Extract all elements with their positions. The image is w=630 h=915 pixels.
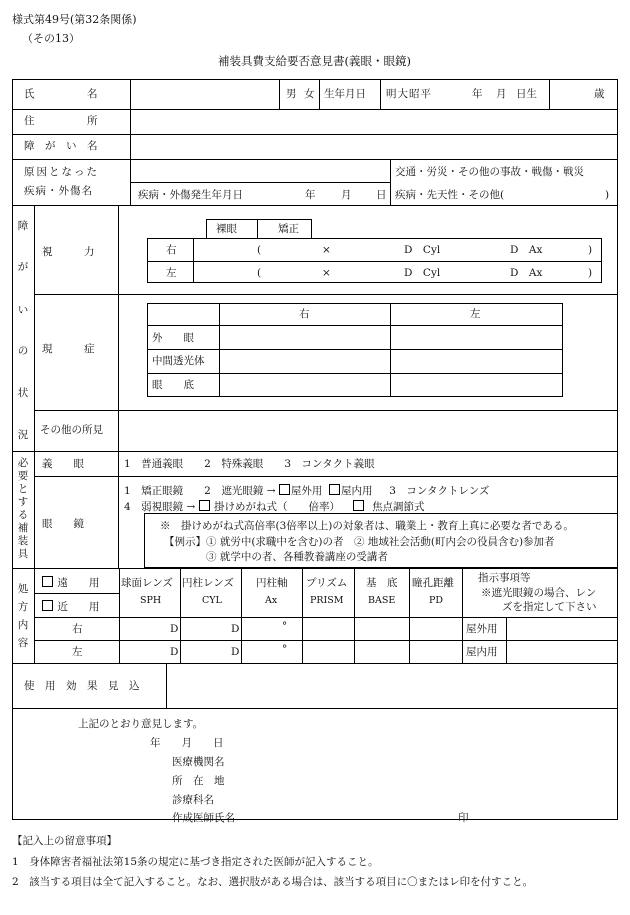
symptom-label: 現 症 bbox=[42, 343, 95, 355]
distance-checkbox[interactable] bbox=[42, 576, 53, 587]
glasses-type-text: 1 矯正眼鏡 2 遮光眼鏡 → bbox=[124, 485, 276, 497]
vision-left-ax: D Ax bbox=[510, 267, 543, 279]
media-left-field[interactable] bbox=[391, 350, 562, 373]
rx-right-ax-unit: ° bbox=[282, 620, 288, 632]
doctor-label: 作成医師氏名 bbox=[172, 812, 235, 824]
media-right-field[interactable] bbox=[220, 350, 389, 373]
form-title: 補装具費支給要否意見書(義眼・眼鏡) bbox=[218, 54, 411, 68]
glasses-options-line1[interactable] bbox=[124, 484, 489, 497]
cause-options-accident[interactable]: 交通・労災・その他の事故・戦傷・戦災 bbox=[395, 166, 584, 178]
institution-label: 医療機関名 bbox=[172, 756, 225, 768]
indoor-checkbox[interactable] bbox=[329, 484, 340, 495]
rx-right-sph-unit: D bbox=[170, 623, 179, 635]
vision-left-field[interactable] bbox=[194, 262, 601, 283]
prosthetic-eye-label: 義 眼 bbox=[42, 458, 84, 470]
gender-female[interactable]: 女 bbox=[304, 88, 315, 100]
symptom-right-header: 右 bbox=[299, 308, 310, 320]
status-side-4: の bbox=[17, 345, 29, 357]
required-side-8: 具 bbox=[17, 548, 29, 560]
glasses-label: 眼 鏡 bbox=[42, 518, 84, 530]
disability-field[interactable] bbox=[131, 135, 617, 159]
disability-label: 障 が い 名 bbox=[24, 140, 98, 152]
rx-left-label: 左 bbox=[72, 646, 83, 658]
pd-header: 瞳孔距離 bbox=[412, 577, 454, 589]
rx-right-cyl-unit: D bbox=[231, 623, 240, 635]
rx-right-label: 右 bbox=[72, 623, 83, 635]
corrected-label: 矯正 bbox=[278, 223, 299, 235]
dob-year: 年 bbox=[472, 88, 483, 100]
fundus-label: 眼 底 bbox=[152, 379, 194, 391]
vision-left-label: 左 bbox=[166, 267, 177, 279]
effect-label: 使 用 効 果 見 込 bbox=[24, 680, 140, 692]
media-label: 中間透光体 bbox=[152, 355, 205, 367]
sph-subheader: SPH bbox=[140, 595, 162, 606]
required-side-4: す bbox=[17, 496, 29, 508]
effect-field[interactable] bbox=[167, 664, 617, 708]
rx-outdoor-label: 屋外用 bbox=[466, 623, 498, 635]
indoor-label: 屋内用 bbox=[341, 485, 373, 497]
department-label: 診療科名 bbox=[172, 794, 214, 806]
vision-right-cyl: D Cyl bbox=[404, 244, 441, 256]
hang-type-label: 掛けめがね式（ 倍率） bbox=[214, 501, 341, 513]
instructions-note-2: ズを指定して下さい bbox=[502, 601, 597, 613]
vision-left-close: ) bbox=[588, 267, 593, 279]
glasses-note-2: 【例示】① 就労中(求職中を含む)の者 ② 地域社会活動(町内会の役員含む)参加者 bbox=[164, 536, 555, 548]
ax-header: 円柱軸 bbox=[256, 577, 288, 589]
vision-left-cyl: D Cyl bbox=[404, 267, 441, 279]
statement: 上記のとおり意見します。 bbox=[78, 718, 204, 730]
status-side-1: 障 bbox=[17, 220, 29, 232]
vision-right-times: × bbox=[322, 244, 331, 256]
outdoor-checkbox[interactable] bbox=[279, 484, 290, 495]
era-options[interactable]: 明大昭平 bbox=[386, 88, 432, 100]
rx-left-cyl-unit: D bbox=[231, 646, 240, 658]
low-vision-text: 4 弱視眼鏡 → bbox=[124, 501, 196, 513]
status-side-5: 状 bbox=[17, 387, 29, 399]
vision-left-open: ( bbox=[257, 267, 262, 279]
vision-right-close: ) bbox=[588, 244, 593, 256]
hang-type-checkbox[interactable] bbox=[199, 500, 210, 511]
prescription-side-4: 容 bbox=[17, 637, 29, 649]
prescription-side-1: 処 bbox=[17, 583, 29, 595]
required-side-5: る bbox=[17, 509, 29, 521]
focus-label: 焦点調節式 bbox=[372, 501, 425, 513]
outer-eye-label: 外 眼 bbox=[152, 332, 194, 344]
onset-year: 年 bbox=[305, 189, 316, 201]
required-side-7: 装 bbox=[17, 535, 29, 547]
notes-item-2: 2 該当する項目は全て記入すること。なお、選択肢がある場合は、該当する項目に〇またはレ印を付すこと。 bbox=[12, 876, 534, 888]
prism-header: プリズム bbox=[306, 577, 348, 589]
distance-label: 遠 用 bbox=[57, 577, 100, 589]
notes-title: 【記入上の留意事項】 bbox=[12, 835, 117, 847]
near-option[interactable] bbox=[42, 600, 99, 613]
glasses-note-1: ※ 掛けめがね式高倍率(3倍率以上)の対象者は、職業上・教育上真に必要な者である。 bbox=[160, 520, 574, 532]
vision-left-times: × bbox=[322, 267, 331, 279]
seal-mark: 印 bbox=[458, 812, 469, 824]
address-label: 住 所 bbox=[24, 115, 98, 127]
address-field[interactable] bbox=[131, 110, 617, 134]
vision-right-open: ( bbox=[257, 244, 262, 256]
outer-eye-left-field[interactable] bbox=[391, 326, 562, 349]
glasses-note-3: ③ 就学中の者、各種教養講座の受講者 bbox=[206, 551, 388, 563]
rx-indoor-label: 屋内用 bbox=[466, 646, 498, 658]
form-sub-number: （その13） bbox=[22, 32, 80, 45]
dob-day: 日生 bbox=[516, 88, 537, 100]
location-label: 所 在 地 bbox=[172, 775, 225, 787]
status-side-3: い bbox=[17, 304, 29, 316]
focus-checkbox[interactable] bbox=[353, 500, 364, 511]
pd-subheader: PD bbox=[429, 595, 444, 606]
name-label: 氏 名 bbox=[24, 88, 98, 100]
outer-eye-right-field[interactable] bbox=[220, 326, 389, 349]
symptom-left-header: 左 bbox=[470, 308, 481, 320]
base-header: 基 底 bbox=[366, 577, 398, 589]
vision-right-label: 右 bbox=[166, 244, 177, 256]
required-side-1: 必 bbox=[17, 457, 29, 469]
dob-month: 月 bbox=[496, 88, 507, 100]
ax-subheader: Ax bbox=[265, 595, 278, 606]
base-subheader: BASE bbox=[368, 595, 396, 606]
contact-lens-option: 3 コンタクトレンズ bbox=[389, 485, 490, 497]
notes-item-1: 1 身体障害者福祉法第15条の規定に基づき指定された医師が記入すること。 bbox=[12, 856, 379, 868]
status-side-2: が bbox=[17, 261, 29, 273]
instructions-title: 指示事項等 bbox=[478, 572, 531, 584]
near-label: 近 用 bbox=[57, 601, 100, 613]
signature-date: 年 月 日 bbox=[150, 737, 224, 749]
prosthetic-eye-options[interactable]: 1 普通義眼 2 特殊義眼 3 コンタクト義眼 bbox=[124, 458, 375, 470]
cause-label-1: 原因となった bbox=[24, 166, 99, 178]
cyl-subheader: CYL bbox=[202, 595, 222, 606]
prescription-side-3: 内 bbox=[17, 619, 29, 631]
fundus-left-field[interactable] bbox=[391, 374, 562, 396]
required-side-2: 要 bbox=[17, 470, 29, 482]
vision-label: 視 力 bbox=[42, 246, 95, 258]
cause-label-2: 疾病・外傷名 bbox=[24, 185, 93, 197]
instructions-note-1: ※遮光眼鏡の場合、レン bbox=[481, 587, 597, 599]
prism-subheader: PRISM bbox=[310, 595, 344, 606]
required-side-3: と bbox=[17, 483, 29, 495]
gender-male[interactable]: 男 bbox=[286, 88, 297, 100]
onset-day: 日 bbox=[376, 189, 387, 201]
prescription-side-2: 方 bbox=[17, 601, 29, 613]
age-label: 歳 bbox=[594, 88, 605, 100]
fundus-right-field[interactable] bbox=[220, 374, 389, 396]
outdoor-label: 屋外用 bbox=[290, 485, 323, 497]
other-findings-label: その他の所見 bbox=[40, 424, 103, 436]
rx-left-sph-unit: D bbox=[170, 646, 179, 658]
cause-options-disease[interactable]: 疾病・先天性・その他( bbox=[395, 189, 505, 201]
rx-right-field[interactable] bbox=[120, 618, 462, 640]
rx-left-field[interactable] bbox=[120, 641, 462, 663]
cause-options-close: ) bbox=[605, 189, 610, 201]
glasses-options-line2[interactable] bbox=[124, 500, 425, 513]
onset-label: 疾病・外傷発生年月日 bbox=[138, 189, 243, 201]
vision-right-field[interactable] bbox=[194, 239, 601, 261]
cyl-header: 円柱レンズ bbox=[182, 577, 234, 589]
dob-label: 生年月日 bbox=[324, 88, 366, 100]
form-number: 様式第49号(第32条関係) bbox=[12, 13, 137, 26]
distance-option[interactable] bbox=[42, 576, 99, 589]
near-checkbox[interactable] bbox=[42, 600, 53, 611]
status-side-6: 況 bbox=[17, 429, 29, 441]
onset-month: 月 bbox=[341, 189, 352, 201]
vision-right-ax: D Ax bbox=[510, 244, 543, 256]
naked-eye-label: 裸眼 bbox=[216, 223, 237, 235]
other-findings-field[interactable] bbox=[119, 411, 617, 451]
sph-header: 球面レンズ bbox=[121, 577, 173, 589]
signature-fields[interactable] bbox=[250, 753, 610, 829]
name-field[interactable] bbox=[131, 80, 279, 109]
rx-left-ax-unit: ° bbox=[282, 643, 288, 655]
required-side-6: 補 bbox=[17, 522, 29, 534]
